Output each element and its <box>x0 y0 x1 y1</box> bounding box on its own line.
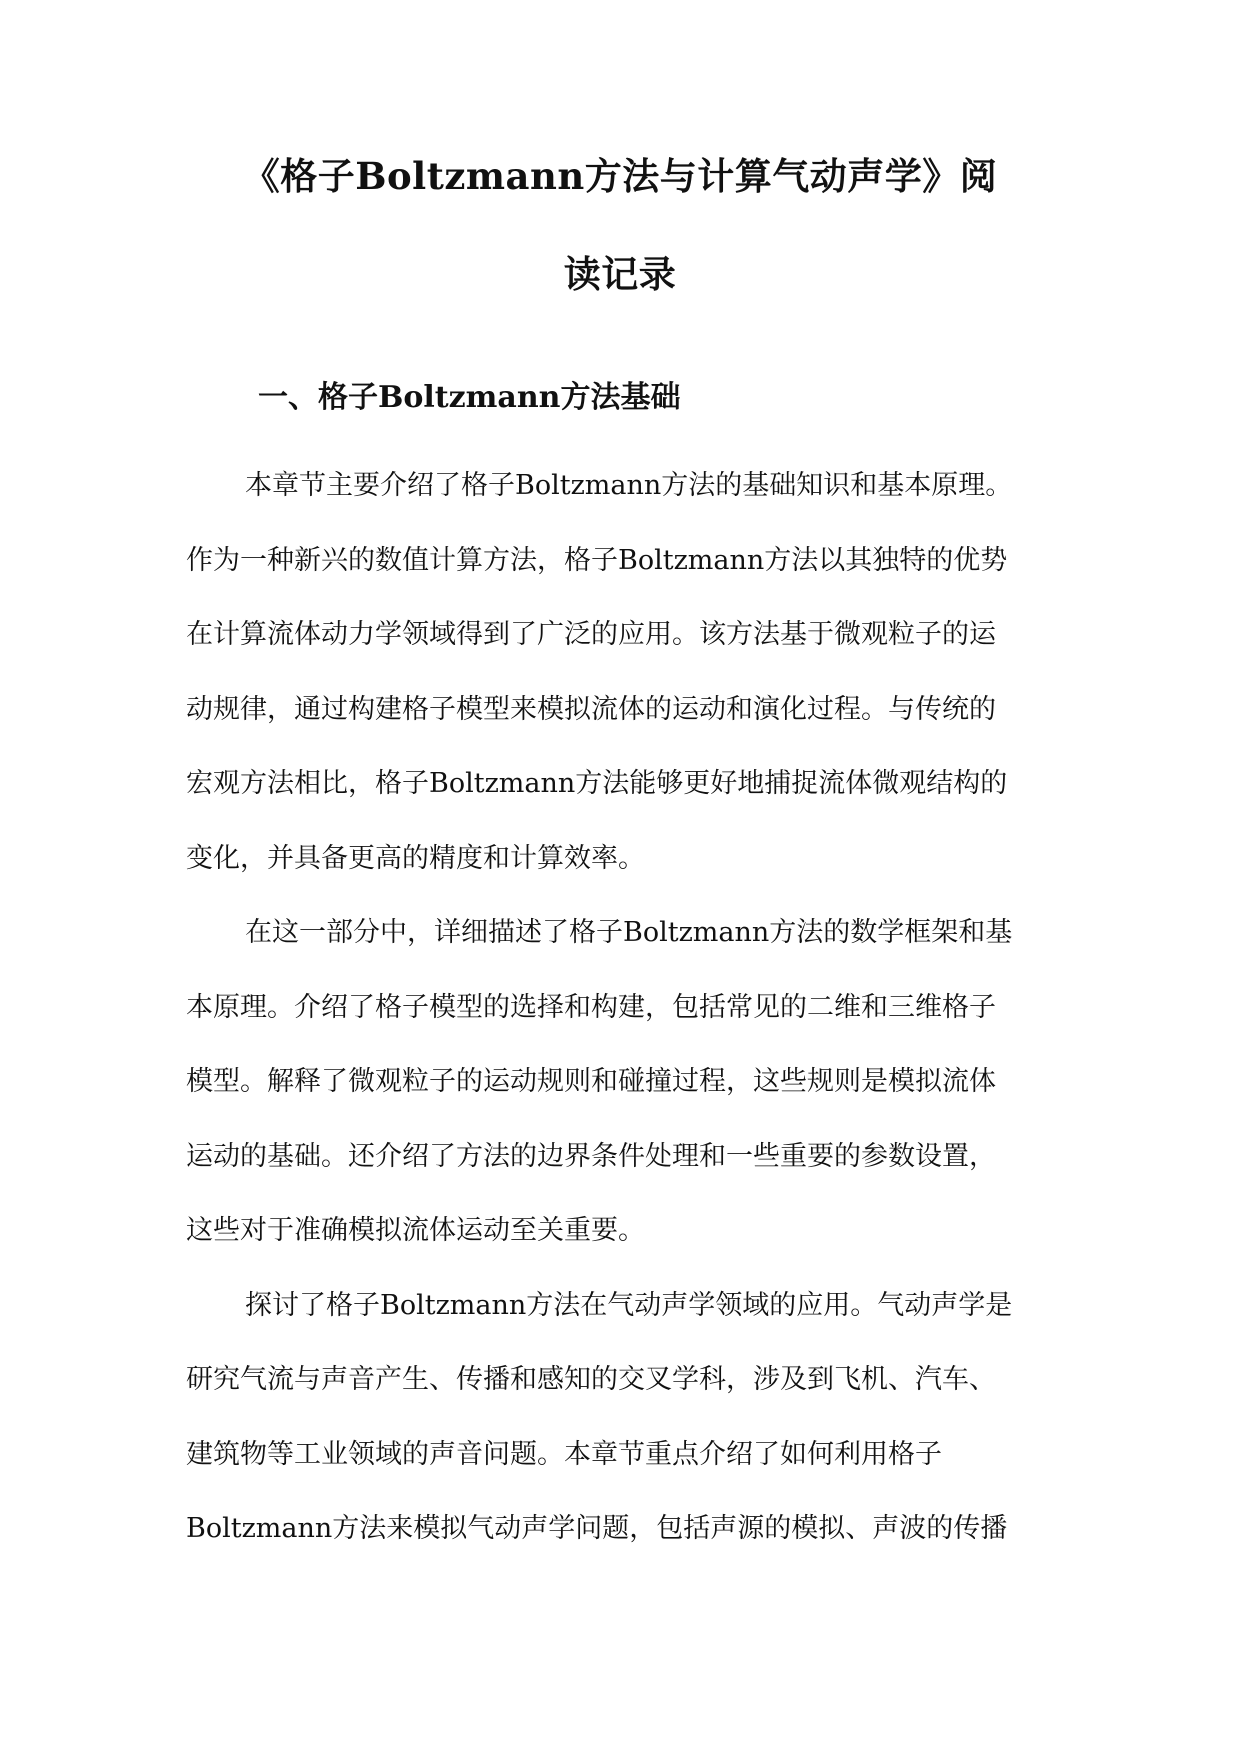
paragraph-line: 本原理。介绍了格子模型的选择和构建，包括常见的二维和三维格子 <box>186 992 996 1023</box>
document-title-line-2: 读记录 <box>563 252 677 296</box>
paragraph-line: 本章节主要介绍了格子Boltzmann方法的基础知识和基本原理。 <box>245 470 1013 501</box>
paragraph-line: 建筑物等工业领域的声音问题。本章节重点介绍了如何利用格子 <box>186 1439 942 1470</box>
document-title-line-1: 《格子Boltzmann方法与计算气动声学》阅 <box>242 154 998 198</box>
paragraph-line: 宏观方法相比，格子Boltzmann方法能够更好地捕捉流体微观结构的 <box>186 768 1008 799</box>
paragraph-line: 在计算流体动力学领域得到了广泛的应用。该方法基于微观粒子的运 <box>186 619 996 650</box>
paragraph-line: 这些对于准确模拟流体运动至关重要。 <box>186 1215 645 1246</box>
section-heading: 一、格子Boltzmann方法基础 <box>258 380 681 415</box>
paragraph-line: 研究气流与声音产生、传播和感知的交叉学科，涉及到飞机、汽车、 <box>186 1364 996 1395</box>
paragraph-line: 在这一部分中，详细描述了格子Boltzmann方法的数学框架和基 <box>245 917 1013 948</box>
paragraph-line: 动规律，通过构建格子模型来模拟流体的运动和演化过程。与传统的 <box>186 694 996 725</box>
paragraph-line: 探讨了格子Boltzmann方法在气动声学领域的应用。气动声学是 <box>245 1290 1013 1321</box>
paragraph-line: Boltzmann方法来模拟气动声学问题，包括声源的模拟、声波的传播 <box>186 1513 1008 1544</box>
paragraph-line: 模型。解释了微观粒子的运动规则和碰撞过程，这些规则是模拟流体 <box>186 1066 996 1097</box>
paragraph-line: 运动的基础。还介绍了方法的边界条件处理和一些重要的参数设置， <box>186 1141 996 1172</box>
paragraph-line: 作为一种新兴的数值计算方法，格子Boltzmann方法以其独特的优势 <box>186 545 1008 576</box>
paragraph-line: 变化，并具备更高的精度和计算效率。 <box>186 843 645 874</box>
